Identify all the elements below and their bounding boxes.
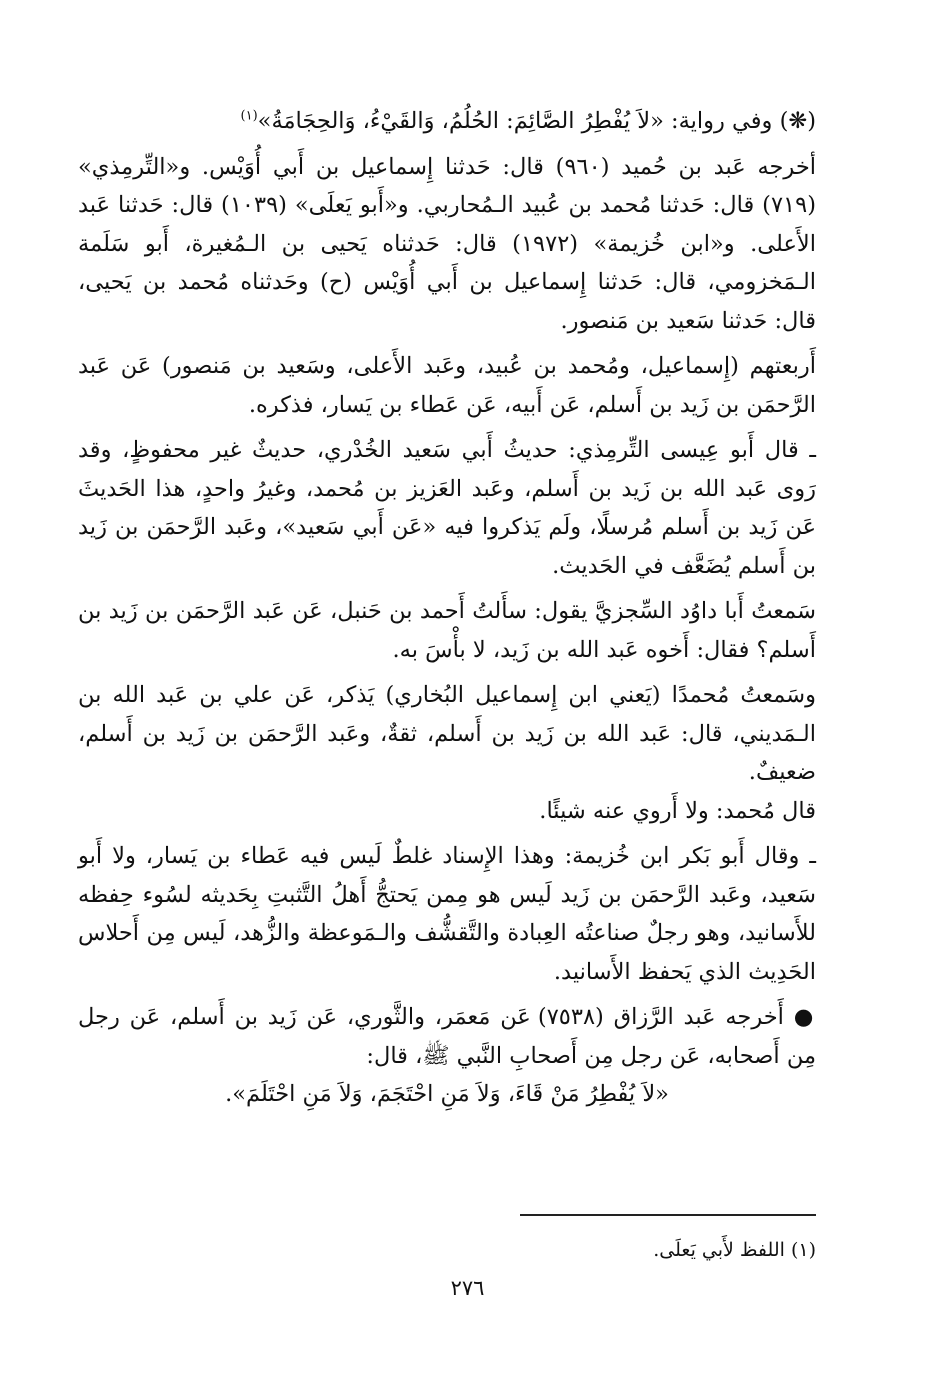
bukhari-comment: وسَمعتُ مُحمدًا (يَعني ابن إِسماعيل البُخاري) يَذكر، عَن علي بن عَبد الله بن الـمَديني، قال: عَبد الله بن زَيد بن أَسلم، ثقةٌ، وعَبد الرَّحمَن بن زَيد بن أَسلم، ضعيفٌ. [78, 682, 816, 785]
footnote-separator [520, 1214, 816, 1216]
abd-al-razzaq-paragraph: ● أَخرجه عَبد الرَّزاق (٧٥٣٨) عَن مَعمَر، والثَّوري، عَن زَيد بن أَسلم، عَن رجل مِن أَصحابه، عَن رجل مِن أَصحابِ النَّبي ﷺ، قال: [78, 1004, 817, 1069]
isnad-paragraph: أَربعتهم (إِسماعيل، ومُحمد بن عُبيد، وعَبد الأَعلى، وسَعيد بن مَنصور) عَن عَبد الرَّحمَن بن زَيد بن أَسلم، عَن أَبيه، عَن عَطاء بن يَسار، فذكره. [78, 353, 816, 418]
narration-variant [78, 102, 816, 141]
main-text [78, 102, 816, 1114]
footnote-marker: (١) [240, 108, 258, 124]
page-number: ٢٧٦ [450, 1276, 485, 1300]
abu-dawud-comment: سَمعتُ أَبا داوُد السِّجزيَّ يقول: سأَلتُ أَحمد بن حَنبل، عَن عَبد الرَّحمَن بن زَيد بن أَسلم؟ فقال: أَخوه عَبد الله بن زَيد، لا بأْسَ به. [78, 598, 816, 663]
paragraph-text: (❋) وفي رواية: «لاَ يُفْطِرُ الصَّائِمَ: الحُلُمُ، وَالقَيْءُ، وَالحِجَامَةُ» [257, 108, 816, 134]
hadith-text: «لاَ يُفْطِرُ مَنْ قَاءَ، وَلاَ مَنِ احْتَجَمَ، وَلاَ مَنِ احْتَلَمَ». [225, 1081, 669, 1107]
footnote: (١) اللفظ لأَبي يَعلَى. [653, 1239, 816, 1261]
ibn-khuzaymah-comment: ـ وقال أَبو بَكر ابن خُزيمة: وهذا الإِسناد غلطٌ لَيس فيه عَطاء بن يَسار، ولا أَبو سَعيد، وعَبد الرَّحمَن بن زَيد لَيس هو مِمن يَحتجُّ أَهلُ التَّثبتِ بِحَديثه لسُوء حِفظه للأَسانيد، وهو رجلٌ صناعتُه العِبادة والتَّقشُّف والـمَوعظة والزُّهد، لَيس مِن أَحلاس الحَدِيث الذي يَحفظ الأَسانيد. [78, 843, 816, 985]
takhrij-paragraph: أخرجه عَبد بن حُميد (٩٦٠) قال: حَدثنا إِسماعيل بن أَبي أُوَيْس. و«التِّرمِذي» (٧١٩) قال: حَدثنا مُحمد بن عُبيد الـمُحاربي. و«أَبو يَعلَى» (١٠٣٩) قال: حَدثنا عَبد الأَعلى. و«ابن خُزيمة» (١٩٧٢) قال: حَدثناه يَحيى بن الـمُغيرة، أَبو سَلَمة الـمَخزومي، قال: حَدثنا إِسماعيل بن أَبي أُوَيْس (ح) وحَدثناه مُحمد بن يَحيى، قال: حَدثنا سَعيد بن مَنصور. [78, 153, 816, 334]
tirmidhi-comment: ـ قال أَبو عِيسى التِّرمِذي: حديثُ أَبي سَعيد الخُدْري، حديثٌ غير محفوظٍ، وقد رَوى عَبد الله بن زَيد بن أَسلم، وعَبد العَزيز بن مُحمد، وغيرُ واحدٍ، هذا الحَديثَ عَن زَيد بن أَسلم مُرسلًا، ولَم يَذكروا فيه «عَن أَبي سَعيد»، وعَبد الرَّحمَن بن زَيد بن أَسلم يُضَعَّف في الحَديث. [78, 437, 816, 579]
muhammad-comment: قال مُحمد: ولا أَروي عنه شيئًا. [539, 797, 816, 824]
